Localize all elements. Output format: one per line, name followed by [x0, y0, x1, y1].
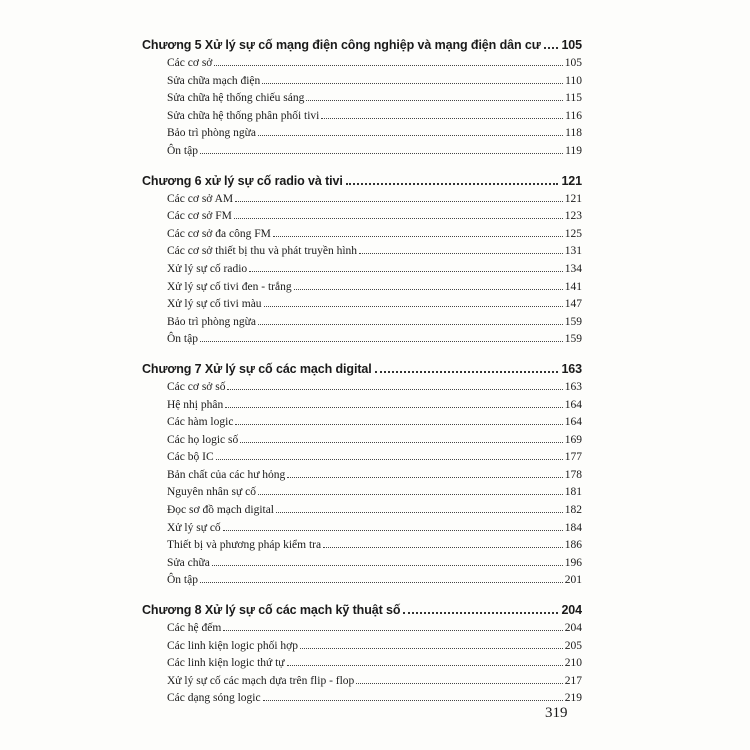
entry-page: 123 — [564, 210, 582, 223]
toc-entry — [142, 451, 582, 469]
toc-entry — [142, 640, 582, 658]
leader-dots — [264, 306, 563, 307]
entry-page: 201 — [564, 574, 582, 587]
entry-title: Bảo trì phòng ngừa — [167, 127, 256, 140]
leader-dots — [375, 371, 559, 373]
leader-dots — [258, 494, 563, 495]
toc-entry — [142, 333, 582, 351]
entry-page: 182 — [564, 504, 582, 517]
entry-page: 119 — [565, 144, 582, 157]
leader-dots — [235, 201, 563, 202]
toc-entry — [142, 381, 582, 399]
entry-page: 184 — [564, 521, 582, 534]
leader-dots — [287, 477, 562, 478]
chapter-page: 121 — [561, 173, 582, 188]
leader-dots — [346, 183, 559, 185]
entry-title: Xử lý sự cố — [167, 521, 221, 534]
toc-entry — [142, 539, 582, 557]
entry-page: 163 — [564, 380, 582, 393]
leader-dots — [223, 630, 562, 631]
leader-dots — [235, 424, 562, 425]
entry-page: 134 — [564, 262, 582, 275]
leader-dots — [258, 135, 563, 136]
entry-title: Các cơ sở số — [167, 380, 226, 393]
toc-entry — [142, 263, 582, 281]
toc-entry — [142, 245, 582, 263]
toc-entry — [142, 92, 582, 110]
leader-dots — [214, 65, 562, 66]
entry-title: Xử lý sự cố radio — [167, 262, 248, 275]
entry-title: Các cơ sở thiết bị thu và phát truyền hình — [167, 245, 358, 258]
leader-dots — [287, 665, 563, 666]
entry-page: 164 — [564, 416, 582, 429]
toc-entry — [142, 469, 582, 487]
entry-page: 110 — [565, 74, 582, 87]
chapter-page: 204 — [561, 603, 582, 618]
chapter-heading — [142, 174, 582, 193]
leader-dots — [234, 218, 563, 219]
entry-title: Các linh kiện logic thứ tự — [167, 657, 285, 670]
entry-page: 141 — [564, 280, 582, 293]
entry-title: Sửa chữa hệ thống chiếu sáng — [167, 92, 305, 105]
entry-page: 115 — [565, 92, 582, 105]
entry-page: 196 — [564, 556, 582, 569]
toc-entry — [142, 622, 582, 640]
leader-dots — [240, 442, 563, 443]
entry-page: 164 — [564, 398, 582, 411]
chapter-heading — [142, 362, 582, 381]
entry-page: 169 — [564, 433, 582, 446]
leader-dots — [258, 324, 563, 325]
toc-entry — [142, 193, 582, 211]
toc-entry — [142, 145, 582, 163]
leader-dots — [323, 547, 563, 548]
entry-page: 181 — [564, 486, 582, 499]
toc-entry — [142, 110, 582, 128]
entry-title: Sửa chữa — [167, 556, 210, 569]
entry-page: 159 — [564, 315, 582, 328]
toc-entry — [142, 504, 582, 522]
leader-dots — [249, 271, 563, 272]
entry-title: Bản chất của các hư hỏng — [167, 468, 286, 481]
entry-page: 219 — [564, 692, 582, 705]
leader-dots — [225, 407, 563, 408]
entry-title: Nguyên nhân sự cố — [167, 486, 256, 499]
entry-page: 147 — [564, 298, 582, 311]
entry-page: 159 — [564, 333, 582, 346]
entry-page: 131 — [564, 245, 582, 258]
entry-title: Các cơ sở FM — [167, 210, 232, 223]
chapter-heading — [142, 603, 582, 622]
entry-title: Các cơ sở AM — [167, 192, 234, 205]
entry-page: 116 — [565, 109, 582, 122]
entry-page: 105 — [564, 57, 582, 69]
page-number: 319 — [545, 705, 568, 721]
leader-dots — [356, 683, 562, 684]
chapter-heading — [142, 38, 582, 57]
leader-dots — [223, 530, 563, 531]
toc-entry — [142, 416, 582, 434]
entry-title: Các linh kiện logic phối hợp — [167, 639, 298, 652]
entry-title: Xử lý sự cố các mạch dựa trên flip - flop — [167, 674, 355, 687]
chapter-title: Chương 8 Xử lý sự cố các mạch kỹ thuật số — [142, 603, 401, 618]
leader-dots — [276, 512, 563, 513]
toc-entry — [142, 57, 582, 75]
leader-dots — [544, 47, 559, 49]
leader-dots — [273, 236, 563, 237]
entry-page: 125 — [564, 227, 582, 240]
entry-title: Các hệ đếm — [167, 622, 222, 635]
leader-dots — [227, 389, 562, 390]
leader-dots — [200, 341, 563, 342]
leader-dots — [294, 289, 563, 290]
entry-title: Xử lý sự cố tivi đen - trắng — [167, 280, 292, 293]
toc-entry — [142, 692, 582, 710]
entry-page: 204 — [564, 622, 582, 635]
toc-entry — [142, 522, 582, 540]
toc-entry — [142, 210, 582, 228]
chapter-page: 105 — [561, 38, 582, 52]
chapter-title: Chương 5 Xử lý sự cố mạng điện công nghiệp và mạng điện dân cư — [142, 38, 541, 52]
leader-dots — [300, 648, 563, 649]
leader-dots — [200, 153, 563, 154]
entry-title: Sửa chữa hệ thống phân phối tivi — [167, 109, 320, 122]
toc-entry — [142, 281, 582, 299]
toc-entry — [142, 228, 582, 246]
entry-page: 205 — [564, 639, 582, 652]
entry-page: 210 — [564, 657, 582, 670]
toc-entry — [142, 657, 582, 675]
leader-dots — [306, 100, 563, 101]
entry-title: Thiết bị và phương pháp kiểm tra — [167, 539, 322, 552]
entry-page: 177 — [564, 451, 582, 464]
entry-page: 178 — [564, 468, 582, 481]
entry-title: Các cơ sở — [167, 57, 213, 69]
entry-page: 217 — [564, 674, 582, 687]
entry-title: Các hàm logic — [167, 416, 234, 429]
leader-dots — [321, 118, 563, 119]
chapter-title: Chương 7 Xử lý sự cố các mạch digital — [142, 361, 372, 376]
entry-title: Hệ nhị phân — [167, 398, 224, 411]
leader-dots — [263, 700, 563, 701]
toc-entry — [142, 574, 582, 592]
leader-dots — [359, 253, 563, 254]
entry-title: Ôn tập — [167, 144, 198, 157]
entry-title: Xử lý sự cố tivi màu — [167, 298, 262, 311]
entry-title: Sửa chữa mạch điện — [167, 74, 261, 87]
entry-title: Ôn tập — [167, 574, 198, 587]
toc-entry — [142, 75, 582, 93]
toc-entry — [142, 399, 582, 417]
toc-entry — [142, 675, 582, 693]
entry-title: Các bộ IC — [167, 451, 214, 464]
leader-dots — [216, 459, 563, 460]
toc-entry — [142, 298, 582, 316]
entry-title: Ôn tập — [167, 333, 198, 346]
chapter-title: Chương 6 xử lý sự cố radio và tivi — [142, 173, 343, 188]
leader-dots — [200, 582, 563, 583]
entry-title: Các dạng sóng logic — [167, 692, 261, 705]
toc-entry — [142, 316, 582, 334]
leader-dots — [212, 565, 563, 566]
entry-page: 118 — [565, 127, 582, 140]
entry-title: Các họ logic số — [167, 433, 239, 446]
leader-dots — [262, 83, 563, 84]
table-of-contents — [142, 38, 582, 710]
entry-title: Đọc sơ đồ mạch digital — [167, 504, 275, 517]
leader-dots — [403, 612, 558, 614]
entry-title: Các cơ sở đa công FM — [167, 227, 271, 240]
toc-entry — [142, 557, 582, 575]
entry-page: 186 — [564, 539, 582, 552]
toc-entry — [142, 486, 582, 504]
toc-entry — [142, 434, 582, 452]
entry-title: Bảo trì phòng ngừa — [167, 315, 256, 328]
toc-entry — [142, 127, 582, 145]
chapter-page: 163 — [561, 361, 582, 376]
entry-page: 121 — [564, 192, 582, 205]
